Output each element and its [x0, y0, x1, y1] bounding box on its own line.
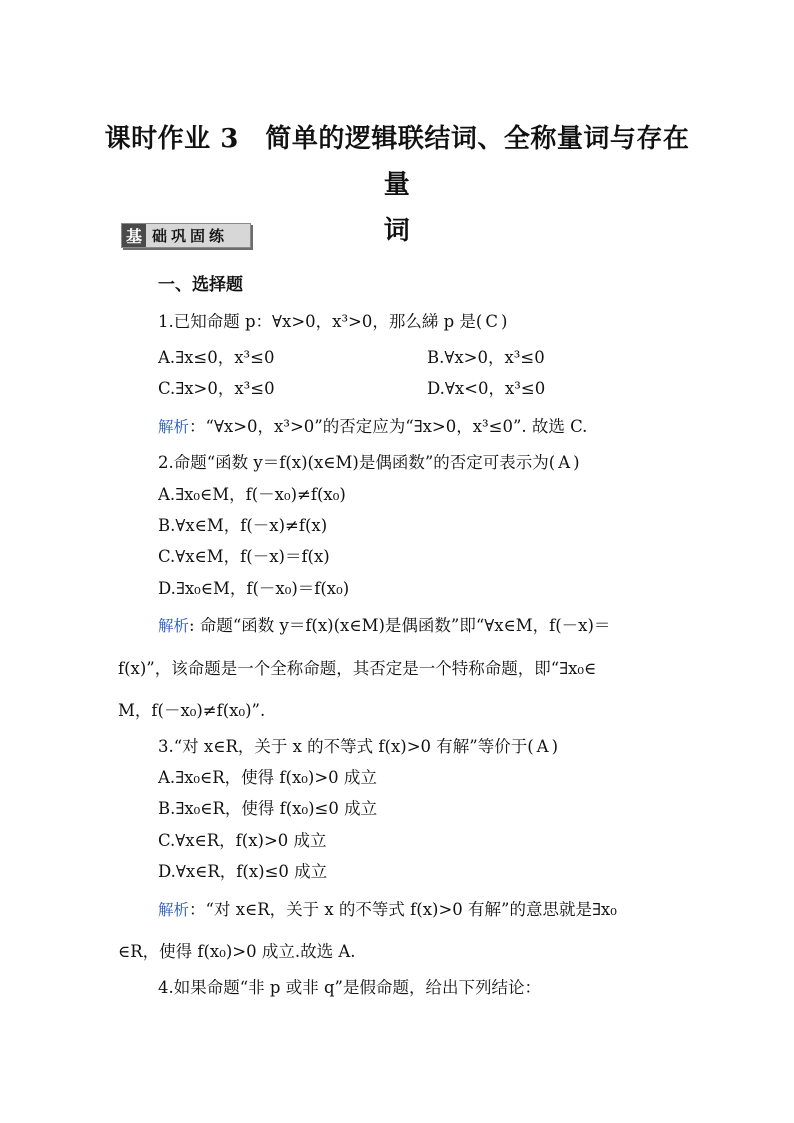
question-3: [158, 736, 558, 758]
question-2-answer: A: [558, 453, 571, 472]
q3-option-c: C.∀x∈R，f(x)>0 成立: [158, 831, 327, 850]
badge-label: 础巩固练: [152, 227, 229, 245]
q2-analysis-text-1: : 命题“函数 y＝f(x)(x∈M)是偶函数”即“∀x∈M，f(－x)＝: [189, 616, 611, 635]
q1-option-a: A.∃x≤0，x³≤0: [158, 348, 275, 367]
analysis-label: 解析: [158, 617, 190, 635]
badge-first-char: 基: [122, 224, 146, 247]
q2-option-b: B.∀x∈M，f(－x)≠f(x): [158, 516, 328, 535]
q1-option-d: D.∀x<0，x³≤0: [427, 379, 546, 398]
question-2: [158, 452, 580, 474]
q2-option-d: D.∃x₀∈M，f(－x₀)＝f(x₀): [158, 579, 350, 598]
question-3-close: ): [551, 737, 558, 756]
question-4: 4.如果命题“非 p 或非 q”是假命题，给出下列结论：: [158, 978, 541, 997]
question-2-stem: 2.命题“函数 y＝f(x)(x∈M)是偶函数”的否定可表示为(: [158, 453, 556, 472]
question-1-close: ): [501, 312, 508, 331]
question-1-answer: C: [485, 312, 498, 331]
analysis-label: 解析: [158, 901, 190, 919]
section-badge: [121, 223, 251, 248]
q2-option-c: C.∀x∈M，f(－x)＝f(x): [158, 547, 330, 566]
q1-analysis-text: ：“∀x>0，x³>0”的否定应为“∃x>0，x³≤0”. 故选 C.: [189, 417, 588, 436]
q3-option-d: D.∀x∈R，f(x)≤0 成立: [158, 862, 328, 881]
q3-analysis-text-1: ：“对 x∈R，关于 x 的不等式 f(x)>0 有解”的意思就是∃x₀: [189, 900, 617, 919]
q3-analysis-line-2: ∈R，使得 f(x₀)>0 成立.故选 A.: [118, 942, 356, 961]
title-line-1: 课时作业 3 简单的逻辑联结词、全称量词与存在量: [104, 124, 690, 200]
question-2-close: ): [573, 453, 580, 472]
q2-analysis-line-2: f(x)”，该命题是一个全称命题，其否定是一个特称命题，即“∃x₀∈: [118, 659, 597, 678]
q2-analysis-line-1: [158, 615, 610, 637]
q1-option-c: C.∃x>0，x³≤0: [158, 379, 275, 398]
question-1-stem: 1.已知命题 p：∀x>0，x³>0，那么綈 p 是(: [158, 312, 483, 331]
question-3-answer: A: [536, 737, 549, 756]
section-heading: 一、选择题: [158, 275, 243, 295]
q3-analysis-line-1: [158, 899, 617, 921]
q1-option-b: B.∀x>0，x³≤0: [427, 348, 545, 367]
q2-option-a: A.∃x₀∈M，f(－x₀)≠f(x₀): [158, 485, 346, 504]
question-1: [158, 311, 507, 333]
q1-analysis: [158, 416, 587, 438]
title-line-2: 词: [383, 216, 411, 246]
question-3-stem: 3.“对 x∈R，关于 x 的不等式 f(x)>0 有解”等价于(: [158, 737, 534, 756]
analysis-label: 解析: [158, 418, 190, 436]
q3-option-a: A.∃x₀∈R，使得 f(x₀)>0 成立: [158, 768, 377, 787]
q2-analysis-line-3: M，f(－x₀)≠f(x₀)”.: [118, 701, 266, 720]
q3-option-b: B.∃x₀∈R，使得 f(x₀)≤0 成立: [158, 799, 378, 818]
